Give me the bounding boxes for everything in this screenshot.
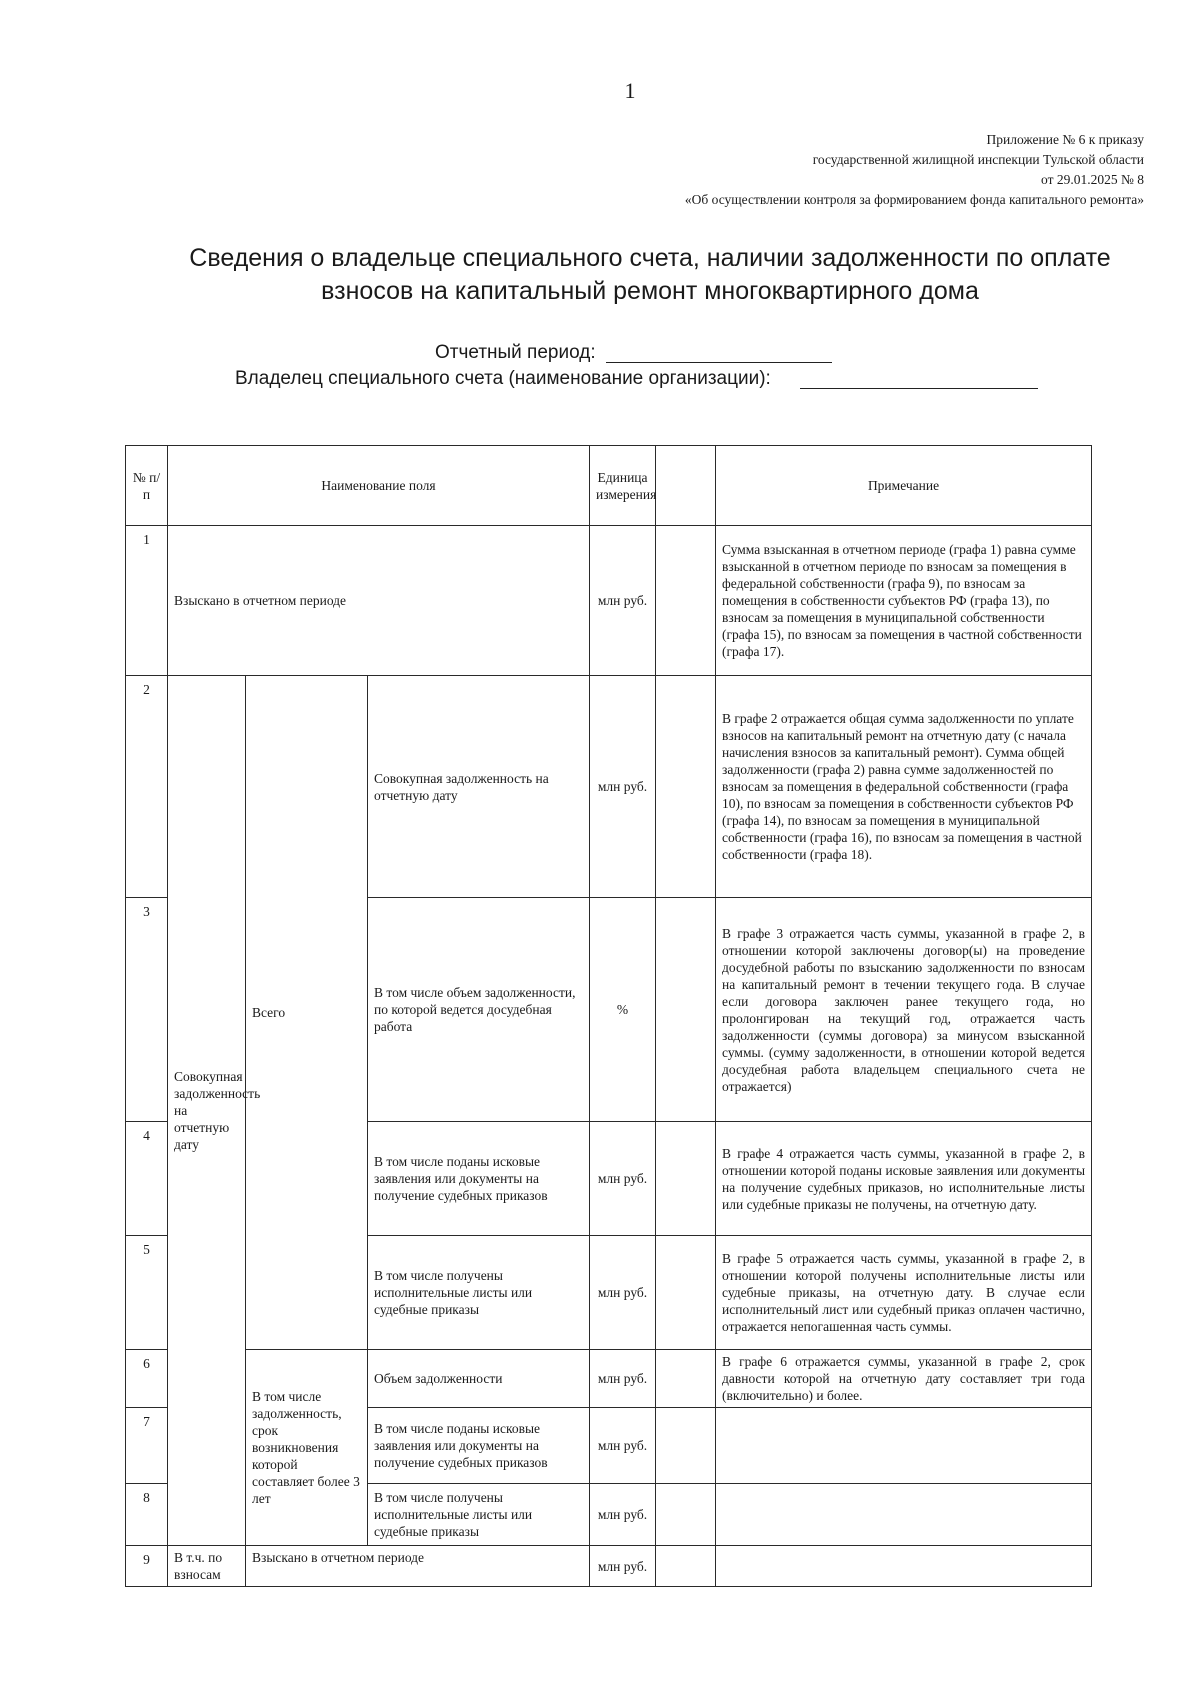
row-name: В том числе получены исполнительные листы или судебные приказы [368, 1236, 590, 1350]
row-num: 6 [126, 1350, 168, 1408]
appendix-line: государственной жилищной инспекции Тульской области [812, 152, 1144, 167]
table-row [126, 526, 1092, 676]
row-num: 8 [126, 1484, 168, 1546]
row-unit: млн руб. [590, 1122, 656, 1236]
row-num: 9 [126, 1546, 168, 1587]
row-note [716, 1408, 1092, 1484]
account-owner-blank[interactable] [800, 368, 1038, 389]
row-value-cell[interactable] [656, 1236, 716, 1350]
row-note: В графе 4 отражается часть суммы, указанной в графе 2, в отношении которой поданы исковые заявления или документы на получение судебных приказов, но исполнительные листы или судебные приказы не получены, на отчетную дату. [716, 1122, 1092, 1236]
row-num: 3 [126, 898, 168, 1122]
row-note: В графе 5 отражается часть суммы, указанной в графе 2, в отношении которой получены исполнительные листы или судебные приказы, на отчетную дату. В случае если исполнительный лист или судебный приказ оплачен частично, отражается непогашенная часть суммы. [716, 1236, 1092, 1350]
appendix-block [685, 130, 1144, 210]
table-header-row [126, 446, 1092, 526]
appendix-line: «Об осуществлении контроля за формированием фонда капитального ремонта» [684, 192, 1144, 207]
header-name: Наименование поля [168, 446, 590, 526]
row-note: В графе 2 отражается общая сумма задолженности по уплате взносов на капитальный ремонт на отчетную дату (с начала начисления взносов за капитальный ремонт). Сумма общей задолженности (графа 2) равна сумме задолженностей по взносам за помещения в федеральной собственности (графа 10), по взносам за помещения в собственности субъектов РФ (графа 14), по взносам за помещения в муниципальной собственности (графа 16), по взносам за помещения в частной собственности (графа 18). [716, 676, 1092, 898]
row-num: 7 [126, 1408, 168, 1484]
row-name: В том числе получены исполнительные листы или судебные приказы [368, 1484, 590, 1546]
table-row [126, 1350, 1092, 1408]
table-row [126, 676, 1092, 898]
appendix-line: Приложение № 6 к приказу [986, 132, 1144, 147]
row-unit: млн руб. [590, 676, 656, 898]
row-value-cell[interactable] [656, 676, 716, 898]
row-name: Взыскано в отчетном периоде [168, 526, 590, 676]
row-unit: % [590, 898, 656, 1122]
row-unit: млн руб. [590, 1350, 656, 1408]
row-unit: млн руб. [590, 526, 656, 676]
row-value-cell[interactable] [656, 526, 716, 676]
appendix-line: от 29.01.2025 № 8 [1041, 172, 1144, 187]
title-line: Сведения о владельце специального счета, наличии задолженности по оплате [189, 244, 1111, 272]
document-title [120, 242, 1180, 308]
row-note: Сумма взысканная в отчетном периоде (графа 1) равна сумме взысканной в отчетном периоде по взносам за помещения в федеральной собственности (графа 9), по взносам за помещения в собственности субъектов РФ (графа 13), по взносам за помещения в муниципальной собственности (графа 15), по взносам за помещения в частной собственности (графа 17). [716, 526, 1092, 676]
row-value-cell[interactable] [656, 1484, 716, 1546]
row-note: В графе 3 отражается часть суммы, указанной в графе 2, в отношении которой заключены договор(ы) на проведение досудебной работы по взысканию задолженности по взносам на капитальный ремонт в течении текущего года. В случае если договора заключен ранее текущего года, но пролонгирован на текущий год, отражается часть задолженности (суммы договора) за минусом взысканной суммы. (сумму задолженности, в отношении которой ведется досудебная работа владельцем специального счета не отражается) [716, 898, 1092, 1122]
header-empty [656, 446, 716, 526]
row-unit: млн руб. [590, 1236, 656, 1350]
row-value-cell[interactable] [656, 1546, 716, 1587]
reporting-period-label: Отчетный период: [435, 342, 596, 363]
report-table [125, 445, 1092, 1587]
row-name: В том числе объем задолженности, по которой ведется досудебная работа [368, 898, 590, 1122]
row-note: В графе 6 отражается суммы, указанной в графе 2, срок давности которой на отчетную дату составляет три года (включительно) и более. [716, 1350, 1092, 1408]
row-value-cell[interactable] [656, 1408, 716, 1484]
header-note: Примечание [716, 446, 1092, 526]
row-unit: млн руб. [590, 1408, 656, 1484]
group-incl: В т.ч. по взносам [168, 1546, 246, 1587]
row-unit: млн руб. [590, 1484, 656, 1546]
account-owner-label: Владелец специального счета (наименование организации): [235, 368, 771, 389]
group-total-debt: Совокупная задолженность на отчетную дату [168, 676, 246, 1546]
group-over-3-years: В том числе задолженность, срок возникновения которой составляет более 3 лет [246, 1350, 368, 1546]
row-value-cell[interactable] [656, 1350, 716, 1408]
row-name: В том числе поданы исковые заявления или документы на получение судебных приказов [368, 1408, 590, 1484]
page-number: 1 [624, 78, 636, 103]
row-num: 5 [126, 1236, 168, 1350]
row-num: 1 [126, 526, 168, 676]
row-name: В том числе поданы исковые заявления или документы на получение судебных приказов [368, 1122, 590, 1236]
table-row [126, 1546, 1092, 1587]
row-note [716, 1484, 1092, 1546]
row-unit: млн руб. [590, 1546, 656, 1587]
title-line: взносов на капитальный ремонт многоквартирного дома [321, 277, 979, 305]
header-unit: Единица измерения [590, 446, 656, 526]
group-total: Всего [246, 676, 368, 1350]
row-name: Объем задолженности [368, 1350, 590, 1408]
row-note [716, 1546, 1092, 1587]
row-name: Совокупная задолженность на отчетную дату [368, 676, 590, 898]
row-value-cell[interactable] [656, 1122, 716, 1236]
header-num: № п/п [126, 446, 168, 526]
row-num: 4 [126, 1122, 168, 1236]
row-num: 2 [126, 676, 168, 898]
reporting-period-blank[interactable] [606, 342, 832, 363]
row-value-cell[interactable] [656, 898, 716, 1122]
row-name: Взыскано в отчетном периоде [246, 1546, 590, 1587]
